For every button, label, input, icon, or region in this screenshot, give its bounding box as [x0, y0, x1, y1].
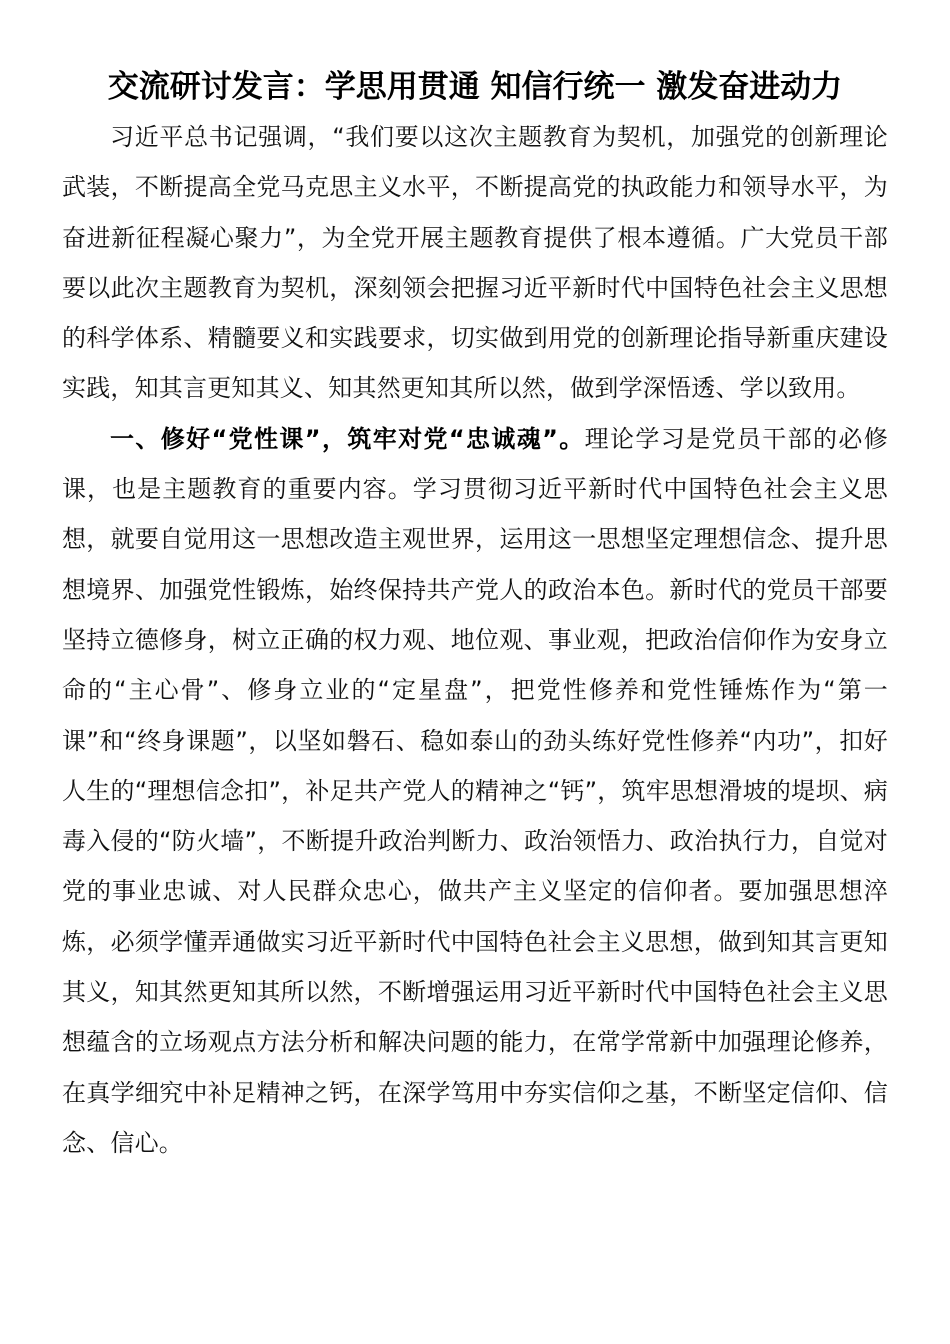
section-1-text: 理论学习是党员干部的必修课，也是主题教育的重要内容。学习贯彻习近平新时代中国特色社会主义思想，就要自觉用这一思想改造主观世界，运用这一思想坚定理想信念、提升思想境界、加强党性锻炼，始终保持共产党人的政治本色。新时代的党员干部要坚持立德修身，树立正确的权力观、地位观、事业观，把政治信仰作为安身立命的“主心骨”、修身立业的“定星盘”，把党性修养和党性锤炼作为“第一课”和“终身课题”，以坚如磐石、稳如泰山的劲头练好党性修养“内功”，扣好人生的“理想信念扣”，补足共产党人的精神之“钙”，筑牢思想滑坡的堤坝、病毒入侵的“防火墙”，不断提升政治判断力、政治领悟力、政治执行力，自觉对党的事业忠诚、对人民群众忠心，做共产主义坚定的信仰者。要加强思想淬炼，必须学懂弄通做实习近平新时代中国特色社会主义思想，做到知其言更知其义，知其然更知其所以然，不断增强运用习近平新时代中国特色社会主义思想蕴含的立场观点方法分析和解决问题的能力，在常学常新中加强理论修养，在真学细究中补足精神之钙，在深学笃用中夯实信仰之基，不断坚定信仰、信念、信心。 [62, 424, 889, 1157]
section-1-heading: 一、修好“党性课”，筑牢对党“忠诚魂”。 [110, 424, 585, 453]
document-body [62, 112, 888, 1168]
document-title: 交流研讨发言：学思用贯通 知信行统一 激发奋进动力 [107, 69, 843, 105]
paragraph-intro-text: 习近平总书记强调，“我们要以这次主题教育为契机，加强党的创新理论武装，不断提高全党马克思主义水平，不断提高党的执政能力和领导水平，为奋进新征程凝心聚力”，为全党开展主题教育提供了根本遵循。广大党员干部要以此次主题教育为契机，深刻领会把握习近平新时代中国特色社会主义思想的科学体系、精髓要义和实践要求，切实做到用党的创新理论指导新重庆建设实践，知其言更知其义、知其然更知其所以然，做到学深悟透、学以致用。 [62, 123, 888, 403]
paragraph-section-1 [62, 414, 888, 1168]
paragraph-intro [62, 112, 888, 414]
